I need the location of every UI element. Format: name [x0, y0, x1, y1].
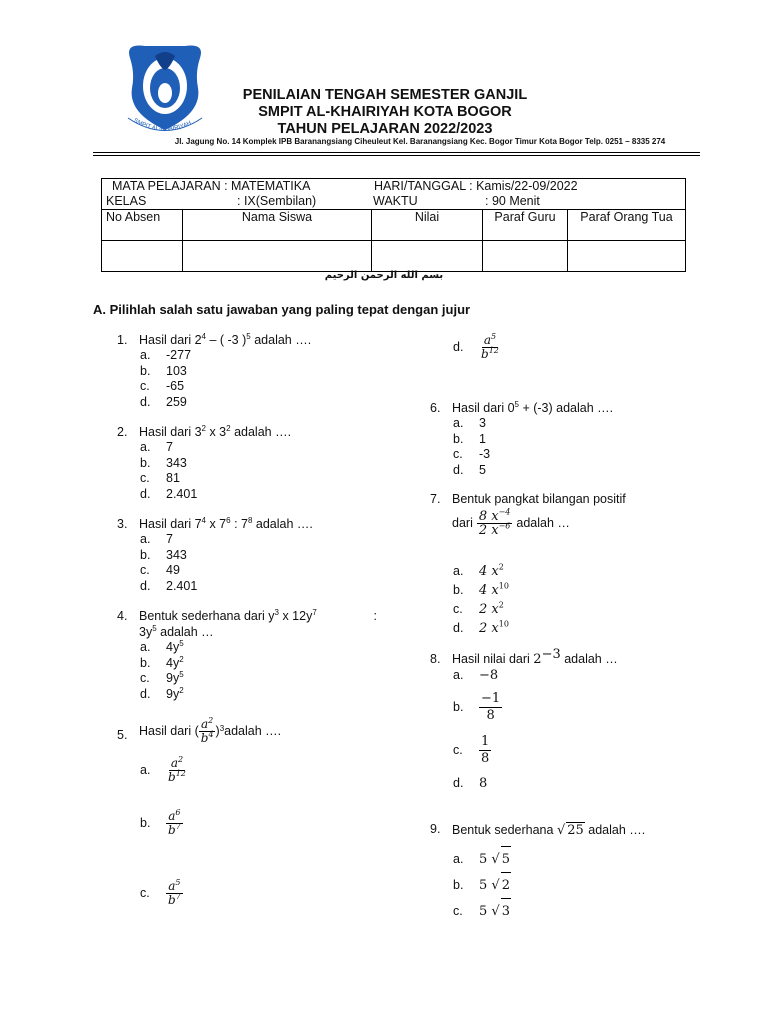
col-paraf-ortu: Paraf Orang Tua — [568, 210, 686, 241]
col-nilai: Nilai — [372, 210, 483, 241]
paraf-ortu-cell[interactable] — [568, 241, 686, 272]
exam-title: PENILAIAN TENGAH SEMESTER GANJIL — [242, 87, 528, 103]
option-c[interactable]: c. 49 — [140, 563, 180, 577]
q5-option-b[interactable]: b. $\frac{a^6}{b^7}$ — [140, 808, 181, 837]
class-value: : IX(Sembilan) — [237, 194, 317, 208]
q8-option-c[interactable]: c. $\frac{1}{8}$ — [453, 734, 490, 766]
q6-options — [453, 416, 490, 478]
absen-cell[interactable] — [102, 241, 183, 272]
question-number: 9. — [430, 822, 441, 836]
question-5 — [117, 718, 397, 754]
option-d[interactable]: d. 5 — [453, 462, 486, 477]
option-c[interactable]: c. 5 √ 3 — [453, 898, 511, 924]
time-label: WAKTU — [373, 194, 418, 208]
col-paraf-guru: Paraf Guru — [483, 210, 568, 241]
section-a-heading: A. Pilihlah salah satu jawaban yang paling tepat dengan jujur — [93, 302, 471, 317]
question-text: Bentuk sederhana √ 25 adalah …. — [452, 823, 646, 838]
basmala: بسم الله الرحمن الرحيم — [324, 270, 444, 281]
q8-option-d[interactable]: d. 8 — [453, 776, 488, 791]
option-d[interactable]: d. 2.401 — [140, 486, 198, 501]
subject-label: MATA PELAJARAN : MATEMATIKA — [112, 179, 311, 193]
question-number: 4. — [117, 609, 128, 623]
option-b[interactable]: b. $4y^2$ — [140, 654, 184, 670]
option-a[interactable]: a. 7 — [140, 532, 173, 546]
academic-year: TAHUN PELAJARAN 2022/2023 — [277, 121, 493, 137]
option-a[interactable]: a. 5 √ 5 — [453, 846, 511, 872]
option-d[interactable]: d. 2 $x^{10}$ — [453, 619, 509, 636]
option-c[interactable]: c. -65 — [140, 379, 185, 393]
school-address: Jl. Jagung No. 14 Komplek IPB Baranangsiang Ciheuleut Kel. Baranangsiang Kec. Bogor Timur Kota Bogor Telp. 0251 – 8335 274 — [174, 137, 666, 146]
option-b[interactable]: b. 343 — [140, 547, 187, 562]
question-number: 2. — [117, 425, 128, 439]
paraf-guru-cell[interactable] — [483, 241, 568, 272]
question-text: Hasil dari $3^2$ x $3^2$ adalah …. — [139, 423, 292, 439]
question-text-line-2: $3y^5$ adalah … — [139, 623, 214, 639]
col-absen: No Absen — [102, 210, 183, 241]
option-a[interactable]: a. 7 — [140, 440, 173, 454]
question-text: Hasil dari $2^4$ – ( -3 )$^5$ adalah …. — [139, 331, 312, 347]
question-7 — [430, 492, 680, 552]
class-label: KELAS — [106, 194, 147, 208]
question-2 — [117, 425, 397, 441]
question-number: 1. — [117, 333, 128, 347]
question-1 — [117, 333, 397, 349]
col-nama: Nama Siswa — [183, 210, 372, 241]
option-b[interactable]: b. 5 √ 2 — [453, 872, 511, 898]
question-text: Hasil dari $0^5 + (-3)$ adalah …. — [452, 399, 614, 415]
option-b[interactable]: b. 4 $x^{10}$ — [453, 581, 509, 598]
option-b[interactable]: b. 1 — [453, 431, 486, 446]
option-a[interactable]: a. 3 — [453, 416, 486, 430]
option-a[interactable]: a. -277 — [140, 348, 192, 362]
nilai-cell[interactable] — [372, 241, 483, 272]
question-9 — [430, 822, 710, 840]
question-4 — [117, 609, 377, 641]
question-3 — [117, 517, 397, 533]
question-number: 8. — [430, 652, 441, 666]
q5-option-d[interactable]: d. $\frac{a^5}{b^{12}}$ — [453, 332, 499, 361]
option-c[interactable]: c. -3 — [453, 447, 491, 461]
option-a[interactable]: a. 4 $x^2$ — [453, 562, 504, 579]
logo-text: SMPIT AL-KHAIRIYAH — [132, 117, 193, 133]
option-b[interactable]: b. 343 — [140, 455, 187, 470]
option-d[interactable]: d. $9y^2$ — [140, 685, 184, 701]
question-text: Hasil nilai dari $2^{-3}$ adalah … — [452, 646, 618, 667]
q8-option-a[interactable]: a. −8 — [453, 668, 499, 683]
time-value: : 90 Menit — [485, 194, 540, 208]
info-row-2 — [102, 194, 686, 210]
option-c[interactable]: c. 2 $x^2$ — [453, 600, 504, 617]
school-name: SMPIT AL-KHAIRIYAH KOTA BOGOR — [258, 104, 512, 120]
q4-options — [140, 640, 184, 702]
q5-option-a[interactable]: a. $\frac{a^2}{b^{12}}$ — [140, 755, 186, 784]
question-text-line-2: dari $\frac{8 x^{-4}}{2 x^{-6}}$ adalah … — [452, 507, 570, 538]
question-text: Hasil dari ( $\frac{a^2}{b^4}$ ) $^3$ adalah …. — [139, 716, 282, 745]
q8-option-b[interactable]: b. $\frac{-1}{8}$ — [453, 691, 501, 723]
question-number: 5. — [117, 728, 128, 742]
question-text: Hasil dari $7^4$ x $7^6$ : $7^8$ adalah …. — [139, 515, 313, 531]
header-divider-2 — [93, 155, 700, 156]
q9-options — [453, 846, 511, 924]
option-a[interactable]: a. $4y^5$ — [140, 638, 184, 654]
nama-cell[interactable] — [183, 241, 372, 272]
q7-options — [453, 562, 509, 638]
option-c[interactable]: c. $9y^5$ — [140, 669, 184, 685]
question-number: 7. — [430, 492, 441, 506]
question-number: 3. — [117, 517, 128, 531]
date-label: HARI/TANGGAL : Kamis/22-09/2022 — [374, 179, 578, 193]
option-b[interactable]: b. 103 — [140, 363, 187, 378]
question-8 — [430, 646, 690, 668]
student-info-table — [101, 178, 686, 272]
header-divider — [93, 152, 700, 153]
q2-options — [140, 440, 197, 502]
question-number: 6. — [430, 401, 441, 415]
option-d[interactable]: d. 259 — [140, 394, 187, 409]
q3-options — [140, 532, 197, 594]
info-row-1 — [102, 179, 686, 195]
q5-option-c[interactable]: c. $\frac{a^5}{b^7}$ — [140, 878, 181, 907]
question-text: Bentuk pangkat bilangan positif — [452, 492, 626, 506]
option-c[interactable]: c. 81 — [140, 471, 180, 485]
question-6 — [430, 401, 690, 417]
q1-options — [140, 348, 191, 410]
option-d[interactable]: d. 2.401 — [140, 578, 198, 593]
question-text: Bentuk sederhana dari $y^3$ x $12y^7$ : — [139, 607, 377, 623]
